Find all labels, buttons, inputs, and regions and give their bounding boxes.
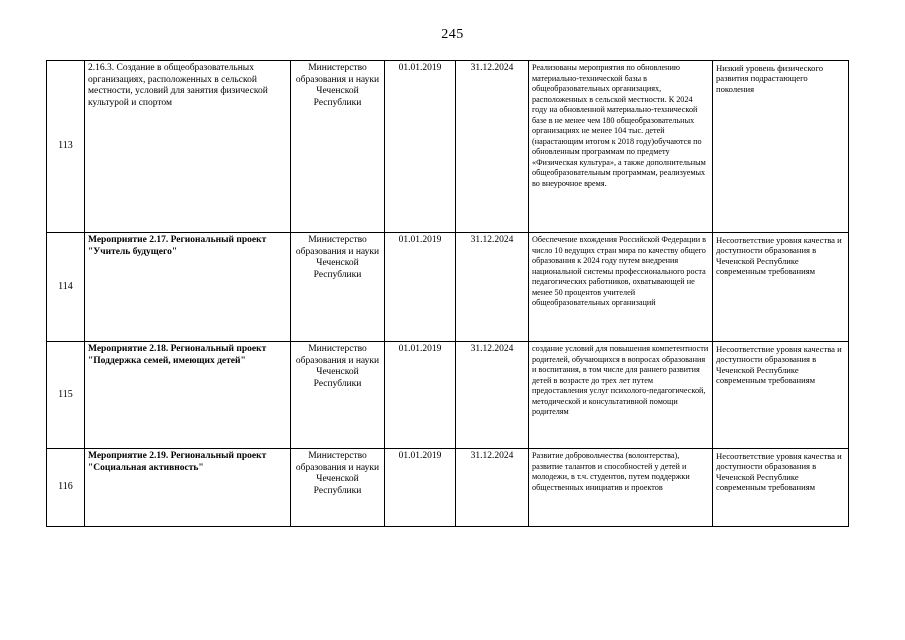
start-date: 01.01.2019 (385, 342, 456, 449)
activity-name: Мероприятие 2.17. Региональный проект "Учитель будущего" (85, 233, 291, 342)
end-date: 31.12.2024 (456, 61, 529, 233)
risk-description: Несоответствие уровня качества и доступности образования в Чеченской Республике современным требованиям (713, 233, 849, 342)
executor: Министерство образования и науки Чеченской Республики (291, 449, 385, 527)
start-date: 01.01.2019 (385, 449, 456, 527)
page-number: 245 (441, 27, 464, 42)
table-row (47, 449, 849, 527)
risk-description: Низкий уровень физического развития подрастающего поколения (713, 61, 849, 233)
expected-result: Реализованы мероприятия по обновлению материально-технической базы в общеобразовательных организациях, расположенных в сельской местности. К 2024 году на обновленной материально-технической базе в не менее чем 180 общеобразовательных организациях не менее 104 тыс. детей (нарастающим итогом к 2018 году)обучаются по обновленным программам по предмету «Физическая культура», а также дополнительным общеобразовательным программам, реализуемых во внеурочное время. (529, 61, 713, 233)
risk-description: Несоответствие уровня качества и доступности образования в Чеченской Республике современным требованиям (713, 449, 849, 527)
start-date: 01.01.2019 (385, 61, 456, 233)
table-row (47, 61, 849, 233)
row-number: 114 (47, 233, 85, 342)
end-date: 31.12.2024 (456, 449, 529, 527)
executor: Министерство образования и науки Чеченской Республики (291, 342, 385, 449)
row-number: 113 (47, 61, 85, 233)
expected-result: Развитие добровольчества (волонтерства), развитие талантов и способностей у детей и молодежи, в т.ч. студентов, путем поддержки общественных инициатив и проектов (529, 449, 713, 527)
activity-name: 2.16.3. Создание в общеобразовательных организациях, расположенных в сельской местности, условий для занятия физической культурой и спортом (85, 61, 291, 233)
activities-table (46, 60, 849, 527)
table-row (47, 233, 849, 342)
risk-description: Несоответствие уровня качества и доступности образования в Чеченской Республике современным требованиям (713, 342, 849, 449)
table-row (47, 342, 849, 449)
expected-result: Обеспечение вхождения Российской Федерации в число 10 ведущих стран мира по качеству общего образования к 2024 году путем внедрения национальной системы профессионального роста педагогических работников, охватывающей не менее 50 процентов учителей общеобразовательных организаций (529, 233, 713, 342)
row-number: 116 (47, 449, 85, 527)
expected-result: создание условий для повышения компетентности родителей, обучающихся в вопросах образования и воспитания, в том числе для раннего развития детей в возрасте до трех лет путем предоставления услуг психолого-педагогической, методической и консультативной помощи родителям (529, 342, 713, 449)
activity-name: Мероприятие 2.19. Региональный проект "Социальная активность" (85, 449, 291, 527)
activity-name: Мероприятие 2.18. Региональный проект "Поддержка семей, имеющих детей" (85, 342, 291, 449)
end-date: 31.12.2024 (456, 233, 529, 342)
executor: Министерство образования и науки Чеченской Республики (291, 61, 385, 233)
end-date: 31.12.2024 (456, 342, 529, 449)
executor: Министерство образования и науки Чеченской Республики (291, 233, 385, 342)
row-number: 115 (47, 342, 85, 449)
start-date: 01.01.2019 (385, 233, 456, 342)
